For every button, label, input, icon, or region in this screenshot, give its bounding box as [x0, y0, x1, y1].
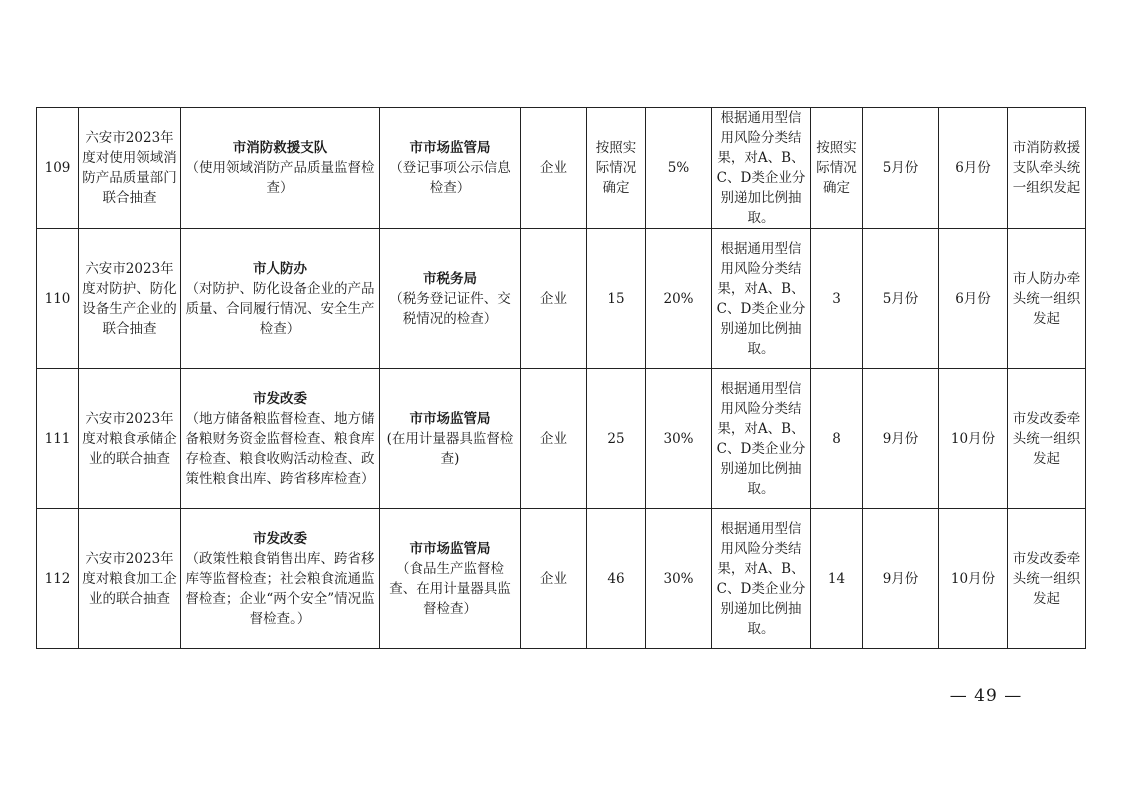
task-name: 六安市2023年度对粮食加工企业的联合抽查 [79, 509, 181, 649]
joint-department-cell [380, 229, 521, 369]
joint-department-items: （登记事项公示信息检查） [389, 160, 511, 196]
lead-department-cell [181, 108, 380, 229]
joint-department-items: (在用计量器具监督检查) [386, 430, 514, 467]
table-row [37, 509, 1086, 649]
lead-department-cell [181, 509, 380, 649]
joint-department-cell [380, 108, 521, 229]
inspection-object: 企业 [521, 108, 587, 229]
joint-department-cell [380, 509, 521, 649]
remark: 市人防办牵头统一组织发起 [1008, 229, 1086, 369]
row-number: 110 [37, 229, 79, 369]
joint-department: 市市场监管局 [409, 140, 491, 156]
joint-department: 市市场监管局 [409, 540, 491, 557]
inspection-times: 按照实际情况确定 [811, 108, 863, 229]
row-number: 112 [37, 509, 79, 649]
lead-department-items: （政策性粮食销售出库、跨省移库等监督检查；社会粮食流通监督检查；企业“两个安全”情况监督检查。） [185, 550, 375, 627]
sampling-method: 根据通用型信用风险分类结果，对A、B、C、D类企业分别递加比例抽取。 [712, 229, 811, 369]
sample-count: 按照实际情况确定 [587, 108, 646, 229]
inspection-plan-table [36, 107, 1086, 649]
joint-department-items: （食品生产监督检查、在用计量器具监督检查） [389, 560, 511, 617]
lead-department-cell [181, 369, 380, 509]
task-name: 六安市2023年度对使用领域消防产品质量部门联合抽查 [79, 108, 181, 229]
lead-department: 市发改委 [253, 390, 307, 407]
start-time: 9月份 [863, 369, 939, 509]
end-time: 6月份 [939, 108, 1008, 229]
inspection-times: 14 [811, 509, 863, 649]
joint-department: 市税务局 [423, 270, 477, 287]
inspection-times: 3 [811, 229, 863, 369]
sampling-method: 根据通用型信用风险分类结果，对A、B、C、D类企业分别递加比例抽取。 [712, 509, 811, 649]
task-name: 六安市2023年度对防护、防化设备生产企业的联合抽查 [79, 229, 181, 369]
joint-department-items: （税务登记证件、交税情况的检查） [389, 290, 511, 327]
sample-count: 15 [587, 229, 646, 369]
lead-department-items: （对防护、防化设备企业的产品质量、合同履行情况、安全生产检查） [185, 280, 375, 337]
start-time: 5月份 [863, 108, 939, 229]
remark: 市发改委牵头统一组织发起 [1008, 509, 1086, 649]
task-name: 六安市2023年度对粮食承储企业的联合抽查 [79, 369, 181, 509]
sample-count: 25 [587, 369, 646, 509]
table-row [37, 229, 1086, 369]
inspection-times: 8 [811, 369, 863, 509]
lead-department: 市消防救援支队 [232, 140, 328, 156]
sampling-method: 根据通用型信用风险分类结果，对A、B、C、D类企业分别递加比例抽取。 [712, 108, 811, 229]
sample-ratio: 30% [646, 369, 712, 509]
sample-ratio: 30% [646, 509, 712, 649]
start-time: 5月份 [863, 229, 939, 369]
inspection-object: 企业 [521, 509, 587, 649]
remark: 市发改委牵头统一组织发起 [1008, 369, 1086, 509]
page-number: — 49 — [949, 686, 1023, 706]
lead-department-items: （使用领域消防产品质量监督检查） [185, 160, 375, 196]
row-number: 111 [37, 369, 79, 509]
lead-department: 市发改委 [253, 530, 307, 547]
sample-count: 46 [587, 509, 646, 649]
end-time: 10月份 [939, 369, 1008, 509]
end-time: 10月份 [939, 509, 1008, 649]
start-time: 9月份 [863, 509, 939, 649]
row-number: 109 [37, 108, 79, 229]
inspection-object: 企业 [521, 229, 587, 369]
sample-ratio: 20% [646, 229, 712, 369]
inspection-object: 企业 [521, 369, 587, 509]
joint-department-cell [380, 369, 521, 509]
end-time: 6月份 [939, 229, 1008, 369]
remark: 市消防救援支队牵头统一组织发起 [1008, 108, 1086, 229]
joint-department: 市市场监管局 [409, 410, 491, 427]
lead-department-items: （地方储备粮监督检查、地方储备粮财务资金监督检查、粮食库存检查、粮食收购活动检查、政策性粮食出库、跨省移库检查） [185, 410, 375, 487]
sampling-method: 根据通用型信用风险分类结果，对A、B、C、D类企业分别递加比例抽取。 [712, 369, 811, 509]
lead-department-cell [181, 229, 380, 369]
lead-department: 市人防办 [253, 260, 307, 277]
table-row [37, 108, 1086, 229]
table-row [37, 369, 1086, 509]
sample-ratio: 5% [646, 108, 712, 229]
